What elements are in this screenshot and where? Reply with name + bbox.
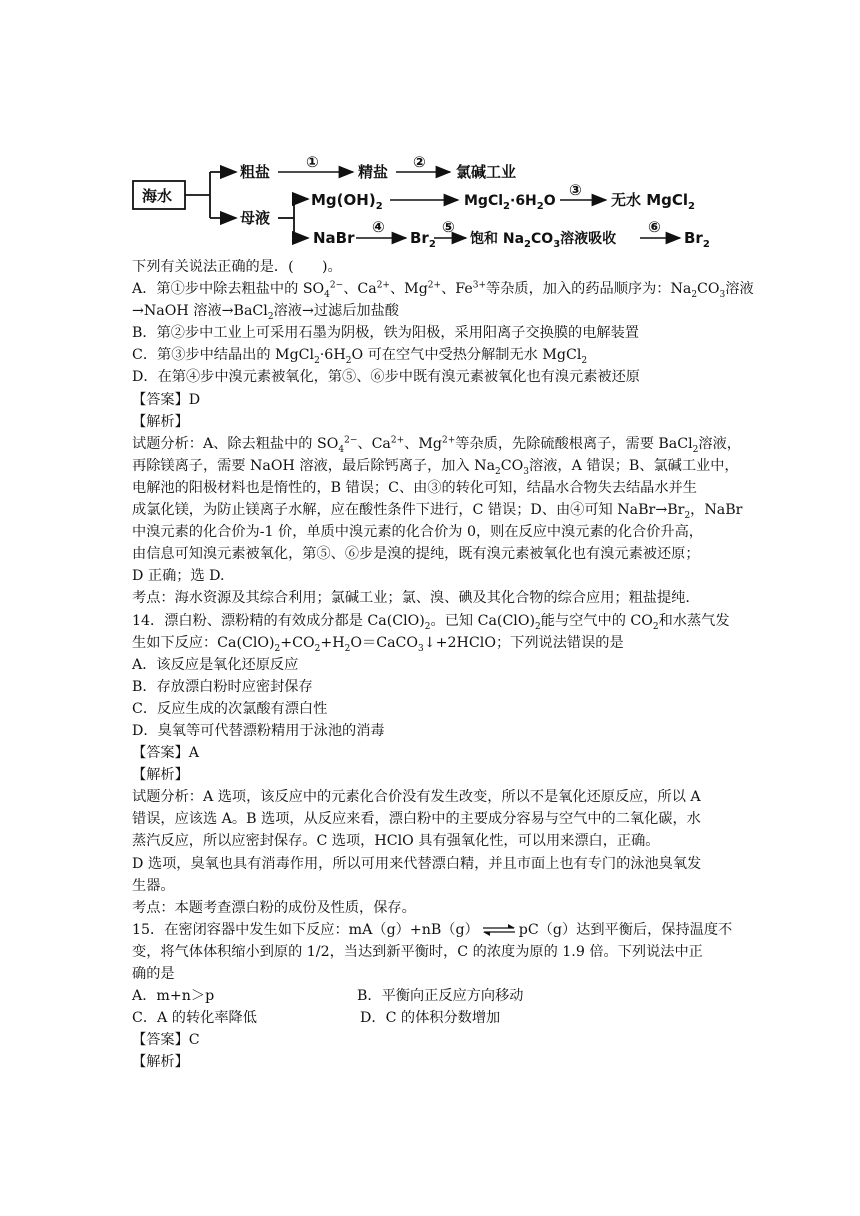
q14-analysis-5: 生器。 [132,877,175,894]
q14-analysis-1: 试题分析：A 选项，该反应中的元素化合价没有发生改变，所以不是氧化还原反应，所以 A [132,789,701,806]
q15-option-b: B．平衡向正反应方向移动 [357,988,524,1005]
q14-option-b: B．存放漂白粉时应密封保存 [132,678,313,695]
br2-label: $Br_2$ [410,229,436,250]
q15-option-a: A．m+n＞p [132,988,215,1005]
q14-analysis-head: 【解析】 [132,767,189,784]
mgoh2-label: $Mg(OH)_2$ [311,191,383,212]
step-5-label: ⑤ [442,218,455,236]
step-6-label: ⑥ [648,218,661,236]
nabr-label: NaBr [313,229,355,247]
seawater-label: 海水 [142,187,173,205]
q13-analysis-2: 再除镁离子，需要 NaOH 溶液，最后除钙离子，加入 $Na_2CO_3$溶液，A 错误；B、氯碱工业中， [132,457,739,477]
q15-stem-3: 确的是 [132,966,175,982]
q13-analysis-1: 试题分析：A、除去粗盐中的 $SO_4^{2-}$、$Ca^{2+}$、$Mg^{2+}$等杂质，先除硫酸根离子，需要 BaCl$_2$溶液， [132,435,741,455]
q14-analysis-4: D 选项，臭氧也具有消毒作用，所以可用来代替漂白精，并且市面上也有专门的泳池臭氧发 [132,855,702,872]
q14-analysis-3: 蒸汽反应，所以应密封保存。C 选项，HClO 具有强氧化性，可以用来漂白，正确。 [132,833,660,850]
q14-kaodian: 考点：本题考查漂白粉的成份及性质，保存。 [132,899,416,916]
q13-analysis-3: 电解池的阳极材料也是惰性的，B 错误；C、由③的转化可知，结晶水合物失去结晶水并生 [132,479,697,496]
q15-stem-2: 变，将气体体积缩小到原的 1/2，当达到新平衡时，C 的浓度为原的 1.9 倍。下列说法中正 [132,943,703,960]
absorption-label: 饱和 $Na_2CO_3$溶液吸收 [470,231,617,250]
q13-analysis-4: 成氯化镁，为防止镁离子水解，应在酸性条件下进行，C 错误；D、由④可知 $NaBr\to Br_2$，NaBr [132,502,743,521]
q13-option-c: C．第③步中结晶出的 $MgCl_2\cdot 6H_2O$ 可在空气中受热分解制无水 MgCl$_2$ [132,347,588,367]
q14-analysis-2: 错误，应该选 A。B 选项，从反应来看，漂白粉中的主要成分容易与空气中的二氧化碳，水 [132,811,701,828]
q13-analysis-head: 【解析】 [132,413,189,430]
q15-option-c: C．A 的转化率降低 [132,1010,257,1027]
q13-option-d: D．在第④步中溴元素被氧化，第⑤、⑥步中既有溴元素被氧化也有溴元素被还原 [132,369,640,386]
q15-options-cd [132,1007,732,1029]
q15-options-ab [132,985,732,1007]
q13-option-a-cont: →NaOH 溶液→BaCl$_2$溶液→过滤后加盐酸 [132,303,399,323]
document-body [132,256,754,1073]
step-3-label: ③ [569,181,582,199]
q14-option-a: A．该反应是氧化还原反应 [132,656,299,673]
q15-answer: 【答案】C [132,1032,200,1049]
q13-kaodian: 考点：海水资源及其综合利用；氯碱工业；氯、溴、碘及其化合物的综合应用；粗盐提纯. [132,590,690,607]
q14-stem-1: 14．漂白粉、漂粉精的有效成分都是 $Ca(ClO)_2$。已知 $Ca(ClO)_2$能与空气中的 $CO_2$和水蒸气发 [132,612,730,632]
q14-stem-2: 生如下反应：$Ca(ClO)_2+CO_2+H_2O=CaCO_3↓+2HClO$；下列说法错误的是 [132,634,624,654]
q13-option-b: B．第②步中工业上可采用石墨为阴极，铁为阳极，采用阳离子交换膜的电解装置 [132,325,639,342]
q14-option-d: D．臭氧等可代替漂粉精用于泳池的消毒 [132,722,385,739]
chlor-alkali-label: 氯碱工业 [456,163,517,181]
q13-analysis-6: 由信息可知溴元素被氧化，第⑤、⑥步是溴的提纯，既有溴元素被氧化也有溴元素被还原； [132,546,700,563]
q15-option-d: D．C 的体积分数增加 [360,1010,501,1027]
step-4-label: ④ [372,218,385,236]
crude-salt-label: 粗盐 [240,163,271,181]
anhydrous-mgcl2-label: 无水 MgCl$_2$ [611,191,696,212]
seawater-process-diagram [128,145,728,255]
equilibrium-arrow-icon [482,924,516,936]
q13-option-a: A．第①步中除去粗盐中的 $SO_4^{2-}$、$Ca^{2+}$、$Mg^{2+}$、$Fe^{3+}$等杂质，加入的药品顺序为：$Na_2CO_3$溶液 [132,280,754,300]
q15-analysis-head: 【解析】 [132,1054,189,1071]
q15-stem-1: 15．在密闭容器中发生如下反应：mA（g）+nB（g） pC（g）达到平衡后，保持温度不 [132,921,733,938]
q14-option-c: C．反应生成的次氯酸有漂白性 [132,700,328,717]
mother-liquor-label: 母液 [240,209,271,227]
q13-stem: 下列有关说法正确的是．( )。 [132,259,342,275]
mgcl2-hydrate-label: $MgCl_2\cdot 6H_2O$ [464,193,556,212]
q13-answer: 【答案】D [132,391,201,408]
q14-answer: 【答案】A [132,745,199,762]
q13-analysis-7: D 正确；选 D. [132,568,225,585]
refined-salt-label: 精盐 [358,163,389,181]
br2-final-label: $Br_2$ [684,229,710,250]
step-1-label: ① [306,153,319,171]
step-2-label: ② [413,153,426,171]
q13-analysis-5: 中溴元素的化合价为-1 价，单质中溴元素的化合价为 0，则在反应中溴元素的化合价升高， [132,524,703,541]
